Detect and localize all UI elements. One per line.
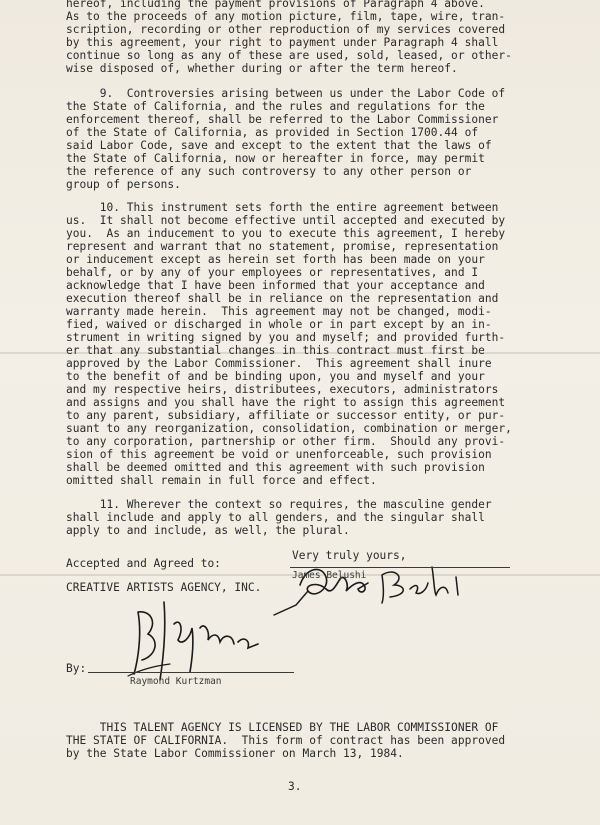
text-line: the State of California, now or hereafter in force, may permit [66,152,485,165]
agent-name: Raymond Kurtzman [130,676,222,687]
text-line: 11. Wherever the context so requires, the masculine gender [66,498,492,511]
text-line: or inducement except as herein set forth has been made on your [66,253,485,266]
text-line: behalf, or by any of your employees or representatives, and I [66,266,479,279]
closing-salutation: Very truly yours, [292,549,407,562]
text-line: shall be deemed omitted and this agreement with such provision [66,461,485,474]
text-line: THIS TALENT AGENCY IS LICENSED BY THE LABOR COMMISSIONER OF [66,721,499,734]
text-line: acknowledge that I have been informed that your acceptance and [66,279,485,292]
text-line: the State of California, and the rules and regulations for the [66,100,485,113]
text-line: execution thereof shall be in reliance on the representation and [66,292,499,305]
text-line: approved by the Labor Commissioner. This agreement shall inure [66,357,492,370]
text-line: said Labor Code, save and except to the extent that the laws of [66,139,492,152]
text-line: er that any substantial changes in this contract must first be [66,344,485,357]
artist-signature [260,555,530,625]
text-line: continue so long as any of these are used, sold, leased, or other- [66,49,512,62]
agent-signature-line [88,672,294,673]
accepted-label: Accepted and Agreed to: [66,557,221,570]
text-line: to any corporation, partnership or other firm. Should any provi- [66,435,506,448]
text-line: suant to any reorganization, consolidation, combination or merger, [66,422,512,435]
text-line: scription, recording or other reproduction of my services covered [66,23,506,36]
text-line: to any parent, subsidiary, affiliate or successor entity, or pur- [66,409,506,422]
text-line: apply to and include, as well, the plural. [66,524,350,537]
agency-name: CREATIVE ARTISTS AGENCY, INC. [66,581,262,594]
text-line: group of persons. [66,178,181,191]
text-line: enforcement thereof, shall be referred to the Labor Commissioner [66,113,499,126]
text-line: you. As an inducement to you to execute this agreement, I hereby [66,227,506,240]
text-line: and assigns and you shall have the right to assign this agreement [66,396,506,409]
text-line: warranty made herein. This agreement may not be changed, modi- [66,305,492,318]
text-line: by the State Labor Commissioner on March 13, 1984. [66,747,404,760]
text-line: fied, waived or discharged in whole or in part except by an in- [66,318,492,331]
text-line: sion of this agreement be void or unenforceable, such provision [66,448,492,461]
text-line: of the State of California, as provided in Section 1700.44 of [66,126,479,139]
text-line: the reference of any such controversy to any other person or [66,165,472,178]
by-label: By: [66,662,87,675]
text-line: 10. This instrument sets forth the entire agreement between [66,201,499,214]
text-line: represent and warrant that no statement, promise, representation [66,240,499,253]
text-line: hereof, including the payment provisions of Paragraph 4 above. [66,0,485,10]
text-line: and my respective heirs, distributees, executors, administrators [66,383,499,396]
page-number: 3. [288,780,302,793]
text-line: omitted shall remain in full force and effect. [66,474,377,487]
text-line: 9. Controversies arising between us under the Labor Code of [66,87,506,100]
text-line: shall include and apply to all genders, and the singular shall [66,511,485,524]
text-line: by this agreement, your right to payment under Paragraph 4 shall [66,36,499,49]
text-line: As to the proceeds of any motion picture, film, tape, wire, tran- [66,10,506,23]
text-line: THE STATE OF CALIFORNIA. This form of contract has been approved [66,734,506,747]
text-line: us. It shall not become effective until accepted and executed by [66,214,506,227]
agent-signature [120,594,280,689]
text-line: wise disposed of, whether during or after the term hereof. [66,62,458,75]
artist-signature-line [290,567,510,568]
text-line: to the benefit of and be binding upon, you and myself and your [66,370,485,383]
text-line: strument in writing signed by you and myself; and provided furth- [66,331,506,344]
artist-name: James Belushi [292,570,367,581]
